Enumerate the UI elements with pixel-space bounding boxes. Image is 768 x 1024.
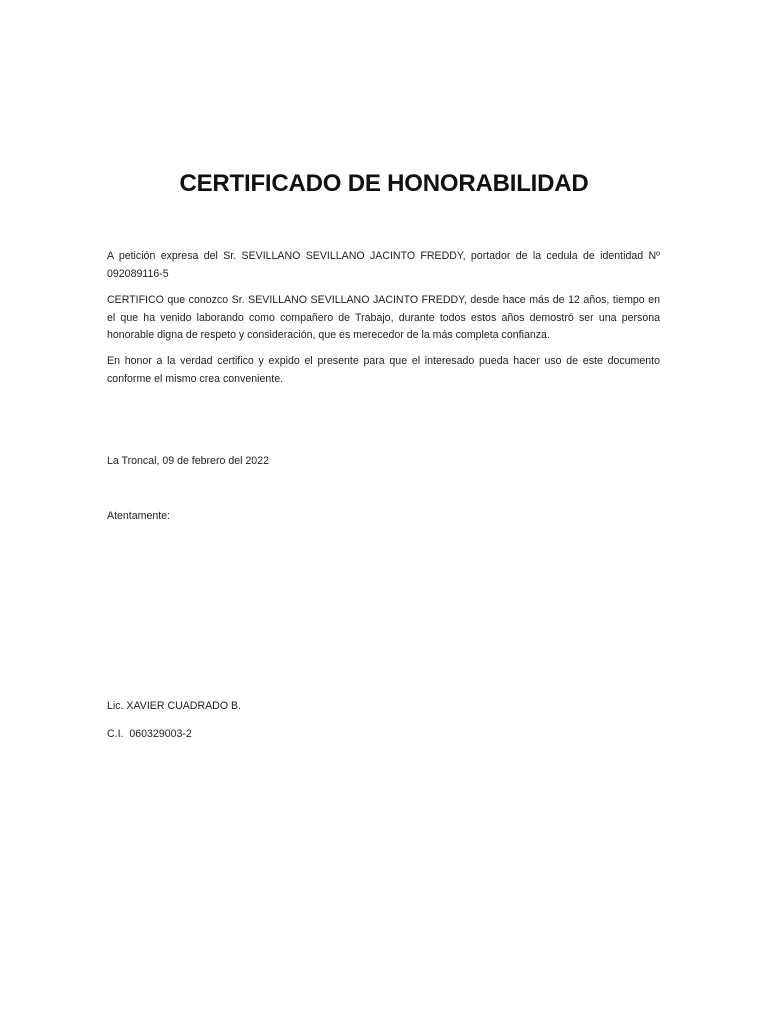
request-paragraph: A petición expresa del Sr. SEVILLANO SEVILLANO JACINTO FREDDY, portador de la cedula de identidad Nº 092089116-5 [107,250,660,280]
document-title: CERTIFICADO DE HONORABILIDAD [179,170,589,198]
signer-id-number: C.I. 060329003-2 [107,728,192,740]
certification-paragraph: CERTIFICO que conozco Sr. SEVILLANO SEVILLANO JACINTO FREDDY, desde hace más de 12 años, tiempo en el que ha venido laborando como compañero de Trabajo, durante todos estos años demostró ser una persona honorable digna de respeto y consideración, que es merecedor de la más completa confianza. [107,294,660,342]
issuance-paragraph: En honor a la verdad certifico y expido el presente para que el interesado pueda hacer uso de este documento conforme el mismo crea conveniente. [107,355,660,385]
signer-name: Lic. XAVIER CUADRADO B. [107,700,242,712]
closing-salutation: Atentamente: [107,510,171,522]
place-and-date: La Troncal, 09 de febrero del 2022 [107,455,269,467]
